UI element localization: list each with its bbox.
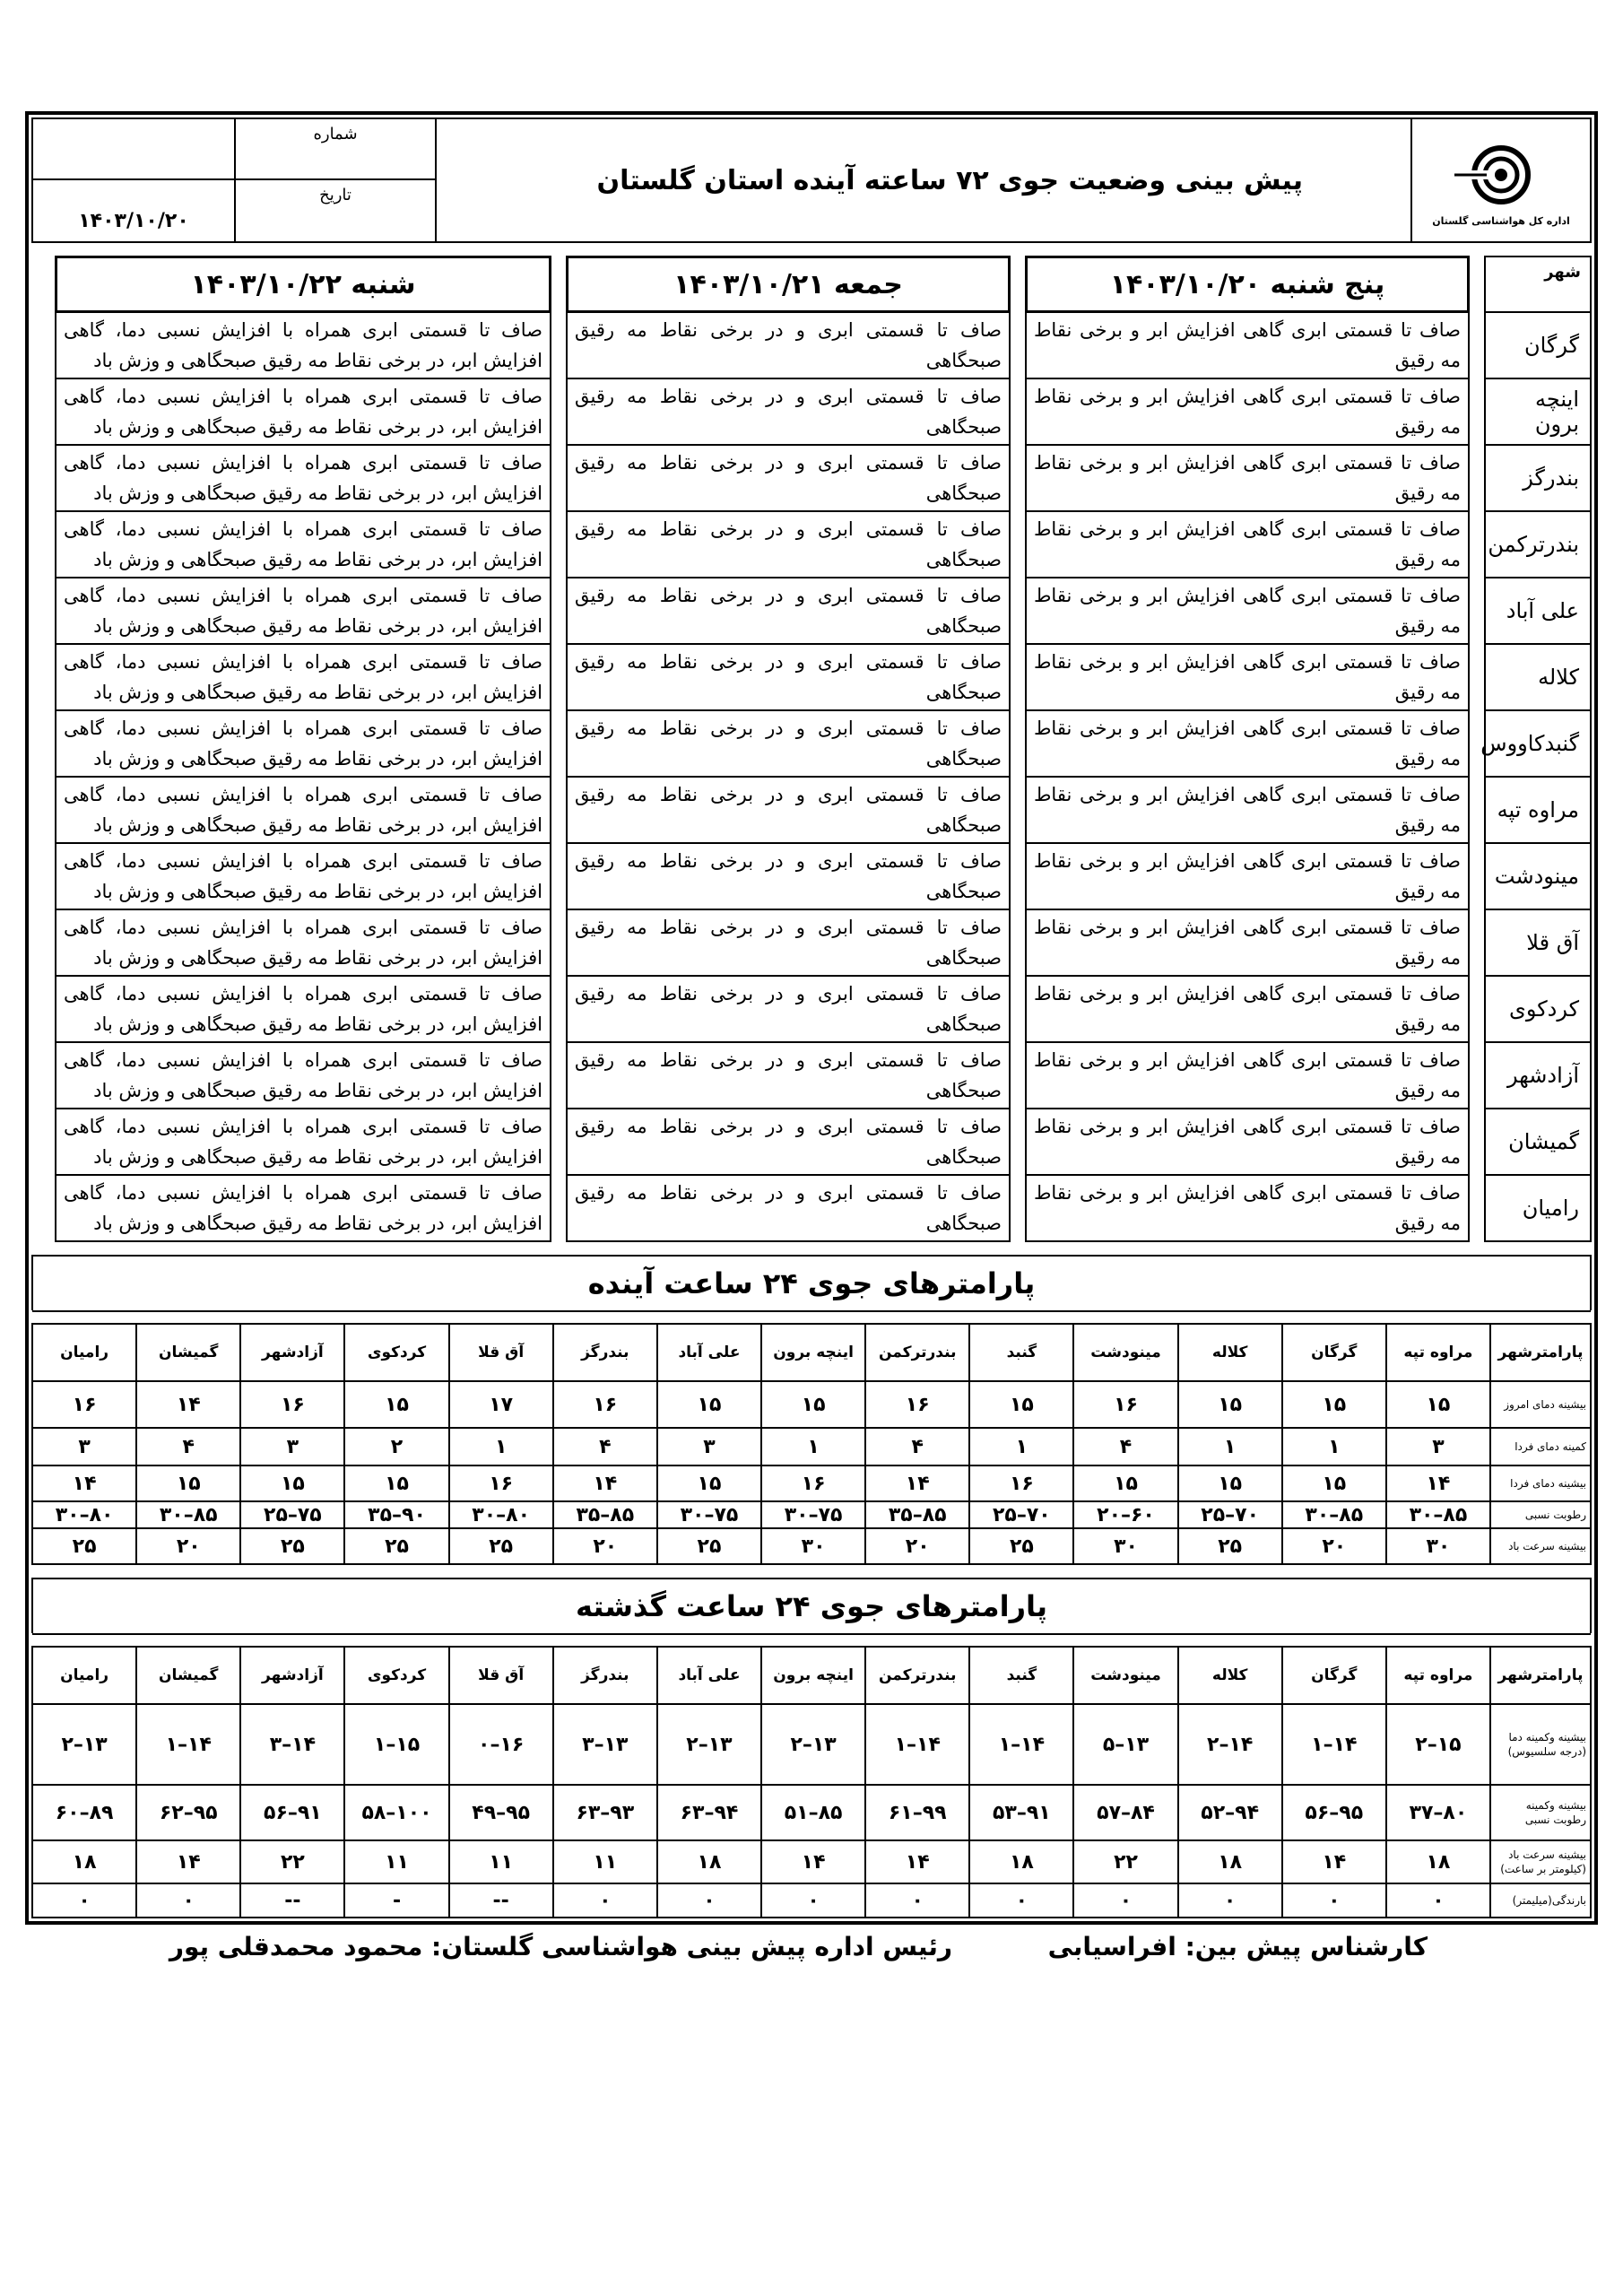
param-city-header: رامیان	[32, 1647, 136, 1704]
param-row	[32, 1381, 1591, 1428]
org-name: اداره کل هواشناسی گلستان	[1432, 214, 1570, 227]
forecast-day2: صاف تا قسمتی ابری و در برخی نقاط مه رقیق صبحگاهی	[566, 977, 1011, 1043]
param-city-header: آق قلا	[449, 1647, 553, 1704]
city-name: اینچه برون	[1484, 379, 1592, 446]
city-name: آق قلا	[1484, 910, 1592, 977]
param-value: ۱۵	[1178, 1465, 1282, 1501]
param-value: ۳۰	[761, 1528, 865, 1564]
param-value: ۴	[136, 1428, 240, 1465]
forecast-day3: صاف تا قسمتی ابری همراه با افزایش نسبی دما، گاهی افزایش ابر، در برخی نقاط مه رقیق صبحگاهی و وزش باد	[55, 379, 551, 446]
param-value: ۱۵	[657, 1465, 761, 1501]
param-header-row	[32, 1324, 1591, 1381]
forecast-row	[31, 977, 1592, 1043]
param-value: ۲۲	[1073, 1840, 1177, 1883]
param-city-header: گرگان	[1282, 1647, 1386, 1704]
day-header-1: پنج شنبه ۱۴۰۳/۱۰/۲۰	[1025, 256, 1470, 313]
date-label-cell	[234, 180, 435, 241]
param-value: ۱۴	[553, 1465, 657, 1501]
param-value: ۱۸	[1178, 1840, 1282, 1883]
forecast-day3: صاف تا قسمتی ابری همراه با افزایش نسبی دما، گاهی افزایش ابر، در برخی نقاط مه رقیق صبحگاهی و وزش باد	[55, 711, 551, 778]
forecast-day2: صاف تا قسمتی ابری و در برخی نقاط مه رقیق صبحگاهی	[566, 910, 1011, 977]
param-value: ۲۵	[449, 1528, 553, 1564]
forecast-day3: صاف تا قسمتی ابری همراه با افزایش نسبی دما، گاهی افزایش ابر، در برخی نقاط مه رقیق صبحگاهی و وزش باد	[55, 844, 551, 910]
forecast-day2: صاف تا قسمتی ابری و در برخی نقاط مه رقیق صبحگاهی	[566, 645, 1011, 711]
param-value: ۹۱–۵۶	[240, 1785, 344, 1840]
param-value: ۳	[1386, 1428, 1490, 1465]
param-value: ۲۵	[1178, 1528, 1282, 1564]
forecast-day3: صاف تا قسمتی ابری همراه با افزایش نسبی دما، گاهی افزایش ابر، در برخی نقاط مه رقیق صبحگاهی و وزش باد	[55, 778, 551, 844]
param-value: ۹۰–۳۵	[344, 1501, 448, 1528]
param-value: ۲۰	[1282, 1528, 1386, 1564]
param-value: ۱	[761, 1428, 865, 1465]
forecast-body	[31, 313, 1592, 1242]
param-value: ۹۵–۵۶	[1282, 1785, 1386, 1840]
day-header-3: شنبه ۱۴۰۳/۱۰/۲۲	[55, 256, 551, 313]
param-row	[32, 1501, 1591, 1528]
param-value: ۷۵–۲۵	[240, 1501, 344, 1528]
param-value: ۷۰–۲۵	[1178, 1501, 1282, 1528]
param-value: ۱۴–۱	[136, 1704, 240, 1785]
param-value: ۰	[969, 1883, 1073, 1918]
param-corner: پارامترشهر	[1490, 1647, 1591, 1704]
document-title: پیش بینی وضعیت جوی ۷۲ ساعته آینده استان گلستان	[435, 119, 1410, 241]
param-value: ۱۵	[240, 1465, 344, 1501]
forecast-day3: صاف تا قسمتی ابری همراه با افزایش نسبی دما، گاهی افزایش ابر، در برخی نقاط مه رقیق صبحگاهی و وزش باد	[55, 313, 551, 379]
param-value: ۱۷	[449, 1381, 553, 1428]
forecast-day3: صاف تا قسمتی ابری همراه با افزایش نسبی دما، گاهی افزایش ابر، در برخی نقاط مه رقیق صبحگاهی و وزش باد	[55, 910, 551, 977]
city-name: علی آباد	[1484, 578, 1592, 645]
param-city-header: بندرترکمن	[865, 1324, 969, 1381]
param-value: ۱۵	[657, 1381, 761, 1428]
param-value: ۹۵–۴۹	[449, 1785, 553, 1840]
param-value: ۸۴–۵۷	[1073, 1785, 1177, 1840]
param-value: ۲۵	[344, 1528, 448, 1564]
forecast-row	[31, 578, 1592, 645]
param-value: ۲۵	[32, 1528, 136, 1564]
param-value: ۱۴–۳	[240, 1704, 344, 1785]
param-value: ۲۵	[657, 1528, 761, 1564]
param-value: ۰	[553, 1883, 657, 1918]
param-label: بیشینه سرعت باد	[1490, 1528, 1591, 1564]
param-value: ۹۴–۶۳	[657, 1785, 761, 1840]
city-name: مراوه تپه	[1484, 778, 1592, 844]
param-label: بیشینه دمای امروز	[1490, 1381, 1591, 1428]
forecast-day3: صاف تا قسمتی ابری همراه با افزایش نسبی دما، گاهی افزایش ابر، در برخی نقاط مه رقیق صبحگاهی و وزش باد	[55, 645, 551, 711]
forecast-day3: صاف تا قسمتی ابری همراه با افزایش نسبی دما، گاهی افزایش ابر، در برخی نقاط مه رقیق صبحگاهی و وزش باد	[55, 1176, 551, 1242]
forecast-day2: صاف تا قسمتی ابری و در برخی نقاط مه رقیق صبحگاهی	[566, 578, 1011, 645]
param-value: ۷۵–۳۰	[761, 1501, 865, 1528]
forecast-day1: صاف تا قسمتی ابری گاهی افزایش ابر و برخی نقاط مه رقیق	[1025, 977, 1470, 1043]
param-city-header: گمیشان	[136, 1324, 240, 1381]
param-value: ۹۹–۶۱	[865, 1785, 969, 1840]
city-name: مینودشت	[1484, 844, 1592, 910]
param-value: ۱۶	[865, 1381, 969, 1428]
param-city-header: گرگان	[1282, 1324, 1386, 1381]
param-value: ۶۰–۲۰	[1073, 1501, 1177, 1528]
forecast-day1: صاف تا قسمتی ابری گاهی افزایش ابر و برخی نقاط مه رقیق	[1025, 379, 1470, 446]
param-value: ۱۸	[657, 1840, 761, 1883]
param-value: ۸۰–۳۷	[1386, 1785, 1490, 1840]
param-row	[32, 1883, 1591, 1918]
param-value: ۱۶	[32, 1381, 136, 1428]
forecast-row	[31, 645, 1592, 711]
param-value: ۱۶	[240, 1381, 344, 1428]
forecast-row	[31, 910, 1592, 977]
forecast-row	[31, 778, 1592, 844]
forecast-day1: صاف تا قسمتی ابری گاهی افزایش ابر و برخی نقاط مه رقیق	[1025, 1109, 1470, 1176]
param-value: ۱۶	[761, 1465, 865, 1501]
param-value: ۲۰	[136, 1528, 240, 1564]
forecast-day3: صاف تا قسمتی ابری همراه با افزایش نسبی دما، گاهی افزایش ابر، در برخی نقاط مه رقیق صبحگاهی و وزش باد	[55, 578, 551, 645]
param-value: ۰	[1386, 1883, 1490, 1918]
param-label: بیشینه وکمینه رطوبت نسبی	[1490, 1785, 1591, 1840]
param-value: ۰	[1178, 1883, 1282, 1918]
param-city-header: گنبد	[969, 1324, 1073, 1381]
param-value: -	[344, 1883, 448, 1918]
param-value: ۱۱	[553, 1840, 657, 1883]
date-value: ۱۴۰۳/۱۰/۲۰	[78, 210, 189, 232]
param-value: ۸۵–۳۵	[865, 1501, 969, 1528]
past24-title: پارامترهای جوی ۲۴ ساعت گذشته	[31, 1578, 1592, 1633]
forecast-day1: صاف تا قسمتی ابری گاهی افزایش ابر و برخی نقاط مه رقیق	[1025, 512, 1470, 578]
param-value: ۱۳–۲	[657, 1704, 761, 1785]
forecast-day2: صاف تا قسمتی ابری و در برخی نقاط مه رقیق صبحگاهی	[566, 1043, 1011, 1109]
param-city-header: علی آباد	[657, 1647, 761, 1704]
param-value: ۱۴–۲	[1178, 1704, 1282, 1785]
param-value: ۸۵–۵۱	[761, 1785, 865, 1840]
param-value: ۹۵–۶۲	[136, 1785, 240, 1840]
param-value: ۱۳–۳	[553, 1704, 657, 1785]
forecast-day1: صاف تا قسمتی ابری گاهی افزایش ابر و برخی نقاط مه رقیق	[1025, 910, 1470, 977]
param-value: ۱۱	[449, 1840, 553, 1883]
param-value: ۳	[657, 1428, 761, 1465]
param-value: ۷۰–۲۵	[969, 1501, 1073, 1528]
param-value: ۱۶	[553, 1381, 657, 1428]
param-value: ۱۶–۰	[449, 1704, 553, 1785]
forecast-day2: صاف تا قسمتی ابری و در برخی نقاط مه رقیق صبحگاهی	[566, 379, 1011, 446]
param-value: ۱۴	[761, 1840, 865, 1883]
param-value: ۹۳–۶۳	[553, 1785, 657, 1840]
param-value: ۱۵	[344, 1381, 448, 1428]
param-header-row	[32, 1647, 1591, 1704]
param-city-header: آق قلا	[449, 1324, 553, 1381]
param-city-header: اینچه برون	[761, 1647, 865, 1704]
param-value: ۱۳–۲	[761, 1704, 865, 1785]
param-row	[32, 1465, 1591, 1501]
forecast-day3: صاف تا قسمتی ابری همراه با افزایش نسبی دما، گاهی افزایش ابر، در برخی نقاط مه رقیق صبحگاهی و وزش باد	[55, 1109, 551, 1176]
forecast-day2: صاف تا قسمتی ابری و در برخی نقاط مه رقیق صبحگاهی	[566, 844, 1011, 910]
forecast-day1: صاف تا قسمتی ابری گاهی افزایش ابر و برخی نقاط مه رقیق	[1025, 711, 1470, 778]
next24-table	[31, 1310, 1592, 1565]
forecast-row	[31, 379, 1592, 446]
param-value: ۱۴–۱	[865, 1704, 969, 1785]
forecast-day1: صاف تا قسمتی ابری گاهی افزایش ابر و برخی نقاط مه رقیق	[1025, 1043, 1470, 1109]
param-value: ۱۶	[1073, 1381, 1177, 1428]
param-value: ۱	[1282, 1428, 1386, 1465]
param-value: ۸۵–۳۰	[1282, 1501, 1386, 1528]
param-value: ۳۰	[1073, 1528, 1177, 1564]
forecast-day2: صاف تا قسمتی ابری و در برخی نقاط مه رقیق صبحگاهی	[566, 778, 1011, 844]
city-name: گمیشان	[1484, 1109, 1592, 1176]
param-city-header: اینچه برون	[761, 1324, 865, 1381]
forecast-row	[31, 711, 1592, 778]
param-value: --	[240, 1883, 344, 1918]
forecast-document	[25, 111, 1598, 1925]
param-city-header: بندرگز	[553, 1647, 657, 1704]
document-frame	[25, 111, 1598, 1925]
param-value: ۱۴	[865, 1465, 969, 1501]
city-name: بندرگز	[1484, 446, 1592, 512]
forecast-row	[31, 844, 1592, 910]
param-value: ۳	[32, 1428, 136, 1465]
forecast-day1: صاف تا قسمتی ابری گاهی افزایش ابر و برخی نقاط مه رقیق	[1025, 1176, 1470, 1242]
param-label: بیشینه دمای فردا	[1490, 1465, 1591, 1501]
param-label: رطوبت نسبی	[1490, 1501, 1591, 1528]
number-value-cell	[33, 119, 234, 180]
next24-title: پارامترهای جوی ۲۴ ساعت آینده	[31, 1255, 1592, 1310]
forecast-row	[31, 313, 1592, 379]
date-label: تاریخ	[319, 186, 352, 204]
param-label: بیشینه سرعت باد (کیلومتر بر ساعت)	[1490, 1840, 1591, 1883]
forecast-header-row	[31, 256, 1592, 313]
param-value: ۳۰	[1386, 1528, 1490, 1564]
param-value: ۸۰–۳۰	[32, 1501, 136, 1528]
chief-name: رئیس اداره پیش بینی هواشناسی گلستان: محمود محمدقلی پور	[169, 1932, 952, 1961]
forecast-day2: صاف تا قسمتی ابری و در برخی نقاط مه رقیق صبحگاهی	[566, 711, 1011, 778]
forecast-day1: صاف تا قسمتی ابری گاهی افزایش ابر و برخی نقاط مه رقیق	[1025, 778, 1470, 844]
param-value: ۹۱–۵۳	[969, 1785, 1073, 1840]
number-label: شماره	[313, 125, 358, 144]
param-value: ۱	[1178, 1428, 1282, 1465]
forecast-row	[31, 1176, 1592, 1242]
param-value: ۲۰	[553, 1528, 657, 1564]
forecast-day3: صاف تا قسمتی ابری همراه با افزایش نسبی دما، گاهی افزایش ابر، در برخی نقاط مه رقیق صبحگاهی و وزش باد	[55, 1043, 551, 1109]
header-meta	[33, 119, 435, 241]
date-value-cell	[33, 180, 234, 241]
city-name: رامیان	[1484, 1176, 1592, 1242]
forecaster-name: کارشناس پیش بین: افراسیابی	[1047, 1932, 1428, 1961]
forecast-day3: صاف تا قسمتی ابری همراه با افزایش نسبی دما، گاهی افزایش ابر، در برخی نقاط مه رقیق صبحگاهی و وزش باد	[55, 446, 551, 512]
param-value: ۸۵–۳۵	[553, 1501, 657, 1528]
param-city-header: کلاله	[1178, 1647, 1282, 1704]
city-name: گرگان	[1484, 313, 1592, 379]
param-value: ۱۸	[32, 1840, 136, 1883]
param-value: ۲۲	[240, 1840, 344, 1883]
day-header-2: جمعه ۱۴۰۳/۱۰/۲۱	[566, 256, 1011, 313]
param-value: ۱۸	[1386, 1840, 1490, 1883]
meteorological-logo-icon	[1447, 135, 1555, 215]
param-value: ۲۰	[865, 1528, 969, 1564]
forecast-row	[31, 512, 1592, 578]
param-value: ۴	[1073, 1428, 1177, 1465]
forecast-day3: صاف تا قسمتی ابری همراه با افزایش نسبی دما، گاهی افزایش ابر، در برخی نقاط مه رقیق صبحگاهی و وزش باد	[55, 977, 551, 1043]
param-value: ۰	[761, 1883, 865, 1918]
forecast-day2: صاف تا قسمتی ابری و در برخی نقاط مه رقیق صبحگاهی	[566, 1109, 1011, 1176]
param-value: ۱۴–۱	[969, 1704, 1073, 1785]
param-value: ۴	[865, 1428, 969, 1465]
param-value: ۱۳–۲	[32, 1704, 136, 1785]
forecast-day1: صاف تا قسمتی ابری گاهی افزایش ابر و برخی نقاط مه رقیق	[1025, 645, 1470, 711]
param-row	[32, 1785, 1591, 1840]
param-value: ۱۶	[969, 1465, 1073, 1501]
city-column-header: شهر	[1484, 256, 1592, 313]
param-value: ۰	[1073, 1883, 1177, 1918]
param-row	[32, 1840, 1591, 1883]
param-value: ۲۵	[969, 1528, 1073, 1564]
organization-logo	[1410, 119, 1590, 241]
param-city-header: کلاله	[1178, 1324, 1282, 1381]
forecast-day2: صاف تا قسمتی ابری و در برخی نقاط مه رقیق صبحگاهی	[566, 512, 1011, 578]
param-value: ۱۵	[761, 1381, 865, 1428]
param-value: ۱۴	[136, 1840, 240, 1883]
forecast-row	[31, 1109, 1592, 1176]
city-name: بندرترکمن	[1484, 512, 1592, 578]
param-value: ۱۸	[969, 1840, 1073, 1883]
past24-table	[31, 1633, 1592, 1918]
param-value: ۱	[449, 1428, 553, 1465]
param-label: بیشینه وکمینه دما (درجه سلسیوس)	[1490, 1704, 1591, 1785]
forecast-day1: صاف تا قسمتی ابری گاهی افزایش ابر و برخی نقاط مه رقیق	[1025, 578, 1470, 645]
param-value: ۴	[553, 1428, 657, 1465]
param-value: ۱۱	[344, 1840, 448, 1883]
forecast-day3: صاف تا قسمتی ابری همراه با افزایش نسبی دما، گاهی افزایش ابر، در برخی نقاط مه رقیق صبحگاهی و وزش باد	[55, 512, 551, 578]
param-city-header: مراوه تپه	[1386, 1647, 1490, 1704]
param-value: ۳	[240, 1428, 344, 1465]
param-value: ۱۴	[1282, 1840, 1386, 1883]
number-label-cell	[234, 119, 435, 180]
param-value: ۰	[32, 1883, 136, 1918]
param-city-header: گنبد	[969, 1647, 1073, 1704]
param-value: ۸۰–۳۰	[449, 1501, 553, 1528]
forecast-row	[31, 446, 1592, 512]
param-city-header: گمیشان	[136, 1647, 240, 1704]
param-value: ۹۴–۵۲	[1178, 1785, 1282, 1840]
city-name: گنبدکاووس	[1484, 711, 1592, 778]
param-value: ۱۳–۵	[1073, 1704, 1177, 1785]
param-city-header: بندرترکمن	[865, 1647, 969, 1704]
param-value: ۰	[865, 1883, 969, 1918]
param-value: ۱۵	[969, 1381, 1073, 1428]
city-name: کردکوی	[1484, 977, 1592, 1043]
document-header	[31, 117, 1592, 243]
forecast-day1: صاف تا قسمتی ابری گاهی افزایش ابر و برخی نقاط مه رقیق	[1025, 844, 1470, 910]
param-corner: پارامترشهر	[1490, 1324, 1591, 1381]
param-label: کمینه دمای فردا	[1490, 1428, 1591, 1465]
param-city-header: آزادشهر	[240, 1324, 344, 1381]
param-value: ۱۴	[1386, 1465, 1490, 1501]
forecast-day2: صاف تا قسمتی ابری و در برخی نقاط مه رقیق صبحگاهی	[566, 1176, 1011, 1242]
param-value: ۱۶	[449, 1465, 553, 1501]
forecast-day2: صاف تا قسمتی ابری و در برخی نقاط مه رقیق صبحگاهی	[566, 313, 1011, 379]
param-city-header: کردکوی	[344, 1647, 448, 1704]
param-value: ۱۴	[136, 1381, 240, 1428]
param-value: ۱۴	[32, 1465, 136, 1501]
param-value: ۸۵–۳۰	[1386, 1501, 1490, 1528]
param-city-header: مینودشت	[1073, 1324, 1177, 1381]
param-value: ۲	[344, 1428, 448, 1465]
forecast-day2: صاف تا قسمتی ابری و در برخی نقاط مه رقیق صبحگاهی	[566, 446, 1011, 512]
param-value: ۱۵	[344, 1465, 448, 1501]
param-city-header: رامیان	[32, 1324, 136, 1381]
param-value: ۲۵	[240, 1528, 344, 1564]
param-city-header: آزادشهر	[240, 1647, 344, 1704]
param-value: ۱۴	[865, 1840, 969, 1883]
param-value: ۱۵	[136, 1465, 240, 1501]
param-value: ۰	[657, 1883, 761, 1918]
forecast-day1: صاف تا قسمتی ابری گاهی افزایش ابر و برخی نقاط مه رقیق	[1025, 446, 1470, 512]
param-value: ۱۵–۲	[1386, 1704, 1490, 1785]
param-value: ۱	[969, 1428, 1073, 1465]
param-city-header: کردکوی	[344, 1324, 448, 1381]
param-row	[32, 1428, 1591, 1465]
city-name: آزادشهر	[1484, 1043, 1592, 1109]
param-city-header: بندرگز	[553, 1324, 657, 1381]
param-row	[32, 1528, 1591, 1564]
forecast-row	[31, 1043, 1592, 1109]
city-name: کلاله	[1484, 645, 1592, 711]
param-value: --	[449, 1883, 553, 1918]
param-city-header: مینودشت	[1073, 1647, 1177, 1704]
param-value: ۱۵	[1282, 1465, 1386, 1501]
param-value: ۱۴–۱	[1282, 1704, 1386, 1785]
param-city-header: مراوه تپه	[1386, 1324, 1490, 1381]
param-value: ۱۰۰–۵۸	[344, 1785, 448, 1840]
param-value: ۰	[1282, 1883, 1386, 1918]
param-value: ۱۵	[1073, 1465, 1177, 1501]
param-value: ۸۵–۳۰	[136, 1501, 240, 1528]
param-city-header: علی آباد	[657, 1324, 761, 1381]
param-value: ۱۵	[1386, 1381, 1490, 1428]
param-value: ۱۵–۱	[344, 1704, 448, 1785]
param-value: ۰	[136, 1883, 240, 1918]
param-value: ۸۹–۶۰	[32, 1785, 136, 1840]
param-row	[32, 1704, 1591, 1785]
param-value: ۱۵	[1282, 1381, 1386, 1428]
param-label: بارندگی(میلیمتر)	[1490, 1883, 1591, 1918]
param-value: ۱۵	[1178, 1381, 1282, 1428]
forecast-day1: صاف تا قسمتی ابری گاهی افزایش ابر و برخی نقاط مه رقیق	[1025, 313, 1470, 379]
param-value: ۷۵–۳۰	[657, 1501, 761, 1528]
